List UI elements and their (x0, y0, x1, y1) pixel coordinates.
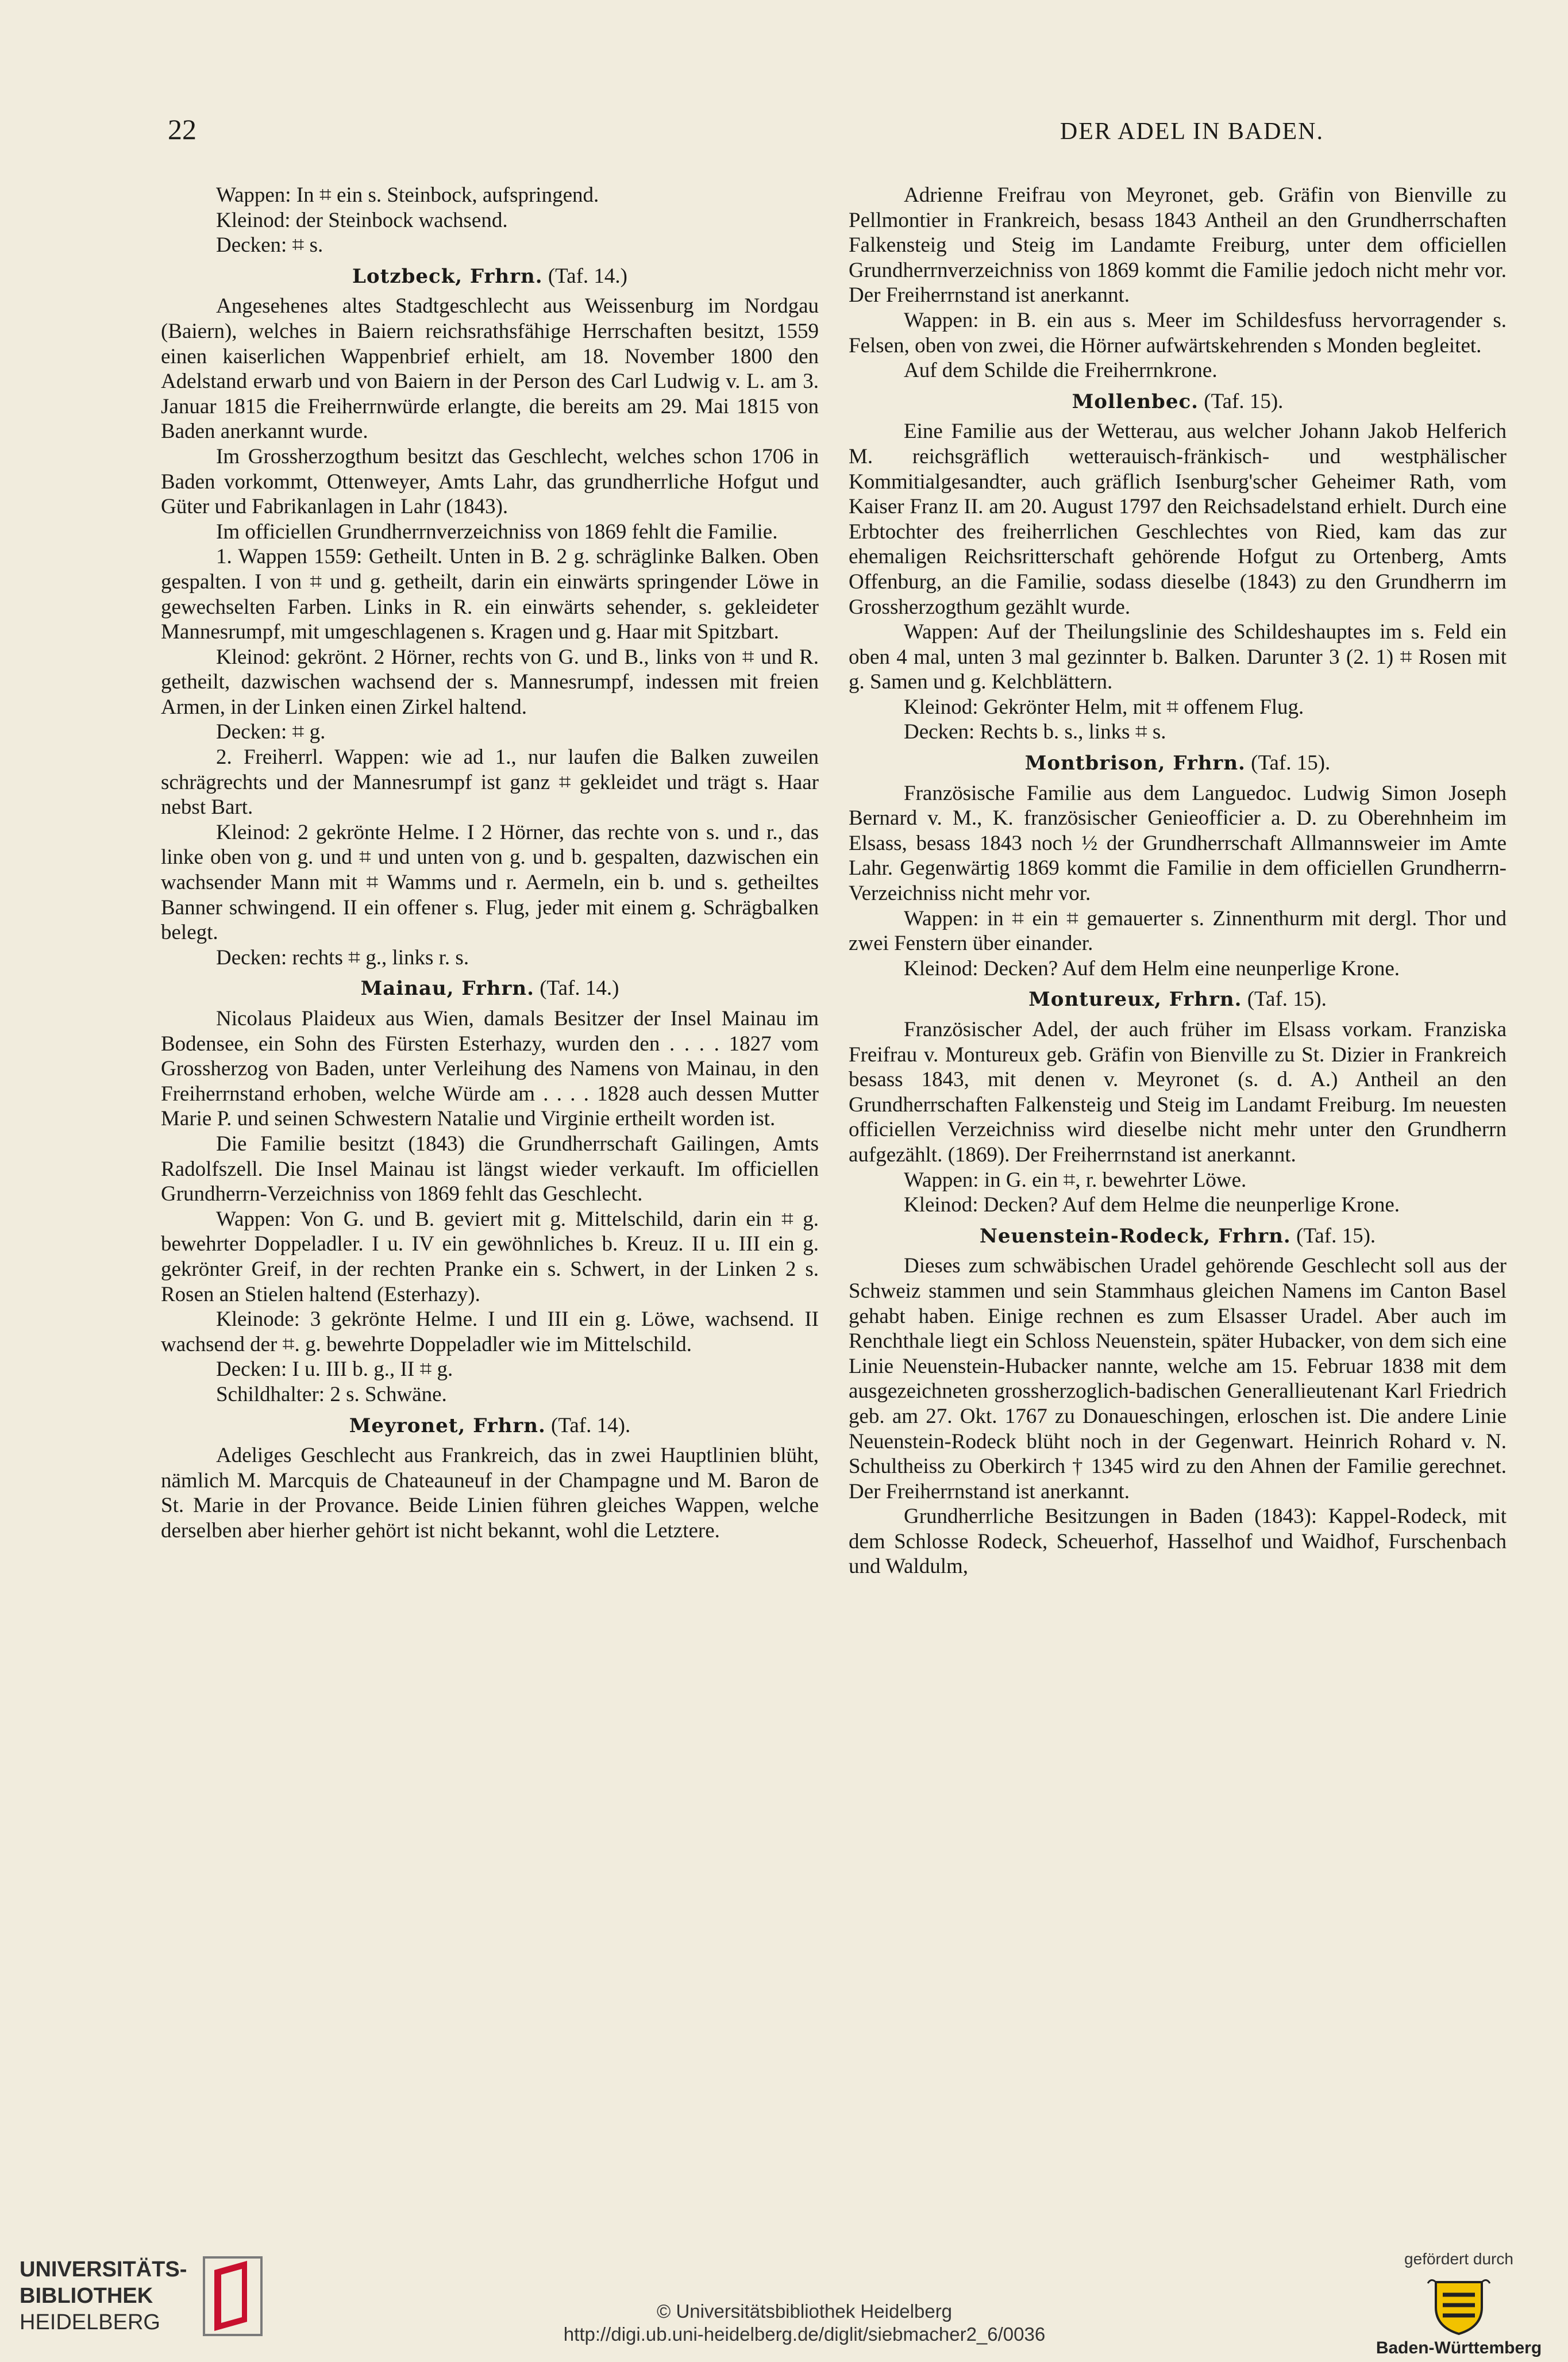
library-logo[interactable] (20, 2250, 341, 2342)
entry-heading-plate: (Taf. 15). (1251, 751, 1331, 775)
paragraph: Adeliges Geschlecht aus Frankreich, das in zwei Hauptlinien blüht, nämlich M. Marcquis de Chateauneuf in der Champagne und M. Baron de St. Marie in der Provance. Beide Linien führen gleiches Wappen, welche derselben aber hierher gehört ist nicht bekannt, wohl die Letztere. (161, 1444, 819, 1542)
paragraph: Decken: rechts ⌗ g., links r. s. (216, 945, 469, 970)
paragraph: Wappen: Von G. und B. geviert mit g. Mittelschild, darin ein ⌗ g. bewehrter Doppeladler. I u. IV ein gewöhnliches b. Kreuz. II u. III ein g. gekrönter Greif, in der rechten Pranke ein s. Schwert, in der Linken 2 s. Rosen an Stielen haltend (Esterhazy). (161, 1207, 819, 1306)
right-text-column (849, 183, 1507, 1579)
paragraph: Decken: ⌗ g. (216, 720, 326, 744)
footer-attribution (368, 2300, 1241, 2346)
entry-heading (161, 264, 819, 290)
sponsor-name: Baden-Württemberg (1376, 2338, 1542, 2357)
entry-heading-plate: (Taf. 14). (551, 1413, 631, 1437)
paragraph: Französische Familie aus dem Languedoc. Ludwig Simon Joseph Bernard v. M., K. französischer Genieofficier a. D. zu Oberehnheim im Elsass, besass 1843 noch ½ der Grundherrschaft Allmannsweier im Amte Lahr. Gegenwärtig 1869 kommt die Familie in dem officiellen Grundherrn-Verzeichniss nicht mehr vor. (849, 781, 1507, 906)
entry-heading-name: Mollenbec. (1072, 390, 1199, 413)
library-name (20, 2256, 187, 2336)
page-header (168, 113, 1369, 153)
paragraph: Eine Familie aus der Wetterau, aus welcher Johann Jakob Helferich M. reichsgräflich wetterauisch-fränkisch- und westphälischer Kommitialgesandter, auch gräflich Isenburg'scher Geheimer Rath, vom Kaiser Franz II. am 20. August 1797 den Reichsadelstand erhielt. Durch eine Erbtochter des freiherrlichen Geschlechtes von Ried, kam das zur ehemaligen Reichsritterschaft gehörende Hofgut zu Ortenberg, Amts Offenburg, an die Familie, sodass dieselbe (1843) zu den Grundherrn im Grossherzogthum gezählt wurde. (849, 420, 1507, 619)
paragraph: Wappen: in ⌗ ein ⌗ gemauerter s. Zinnenthurm mit dergl. Thor und zwei Fenstern über einander. (849, 906, 1507, 956)
paragraph: Kleinod: 2 gekrönte Helme. I 2 Hörner, das rechte von s. und r., das linke oben von g. und ⌗ und unten von g. und b. gespalten, dazwischen ein wachsender Mann mit ⌗ Wamms und r. Aermeln, ein b. und s. getheiltes Banner schwingend. II ein offener s. Flug, jeder mit einem g. Schrägbalken belegt. (161, 820, 819, 945)
paragraph: 2. Freiherrl. Wappen: wie ad 1., nur laufen die Balken zuweilen schrägrechts und der Mannesrumpf ist ganz ⌗ gekleidet und trägt s. Haar nebst Bart. (161, 745, 819, 820)
paragraph: Kleinod: gekrönt. 2 Hörner, rechts von G. und B., links von ⌗ und R. getheilt, dazwischen wachsend der s. Mannesrumpf, indessen mit freien Armen, in der Linken einen Zirkel haltend. (161, 645, 819, 719)
page-number: 22 (168, 113, 197, 145)
entry-heading-plate: (Taf. 15). (1296, 1224, 1376, 1248)
entry-heading (849, 751, 1507, 776)
paragraph: Dieses zum schwäbischen Uradel gehörende Geschlecht soll aus der Schweiz stammen und sein Stammhaus gleichen Namens im Canton Basel gehabt haben. Einige rechnen es zum Elsasser Uradel. Aber auch im Renchthale liegt ein Schloss Neuenstein, später Hubacker, von dem sich eine Linie Neuenstein-Hubacker nannte, welche am 15. Februar 1838 mit dem ausgezeichneten grossherzoglich-badischen Generallieutenant Karl Friedrich geb. am 27. Okt. 1767 zu Donaueschingen, erloschen ist. Die andere Linie Neuenstein-Rodeck blüht noch in der Gegenwart. Heinrich Rohard v. N. Schultheiss zu Oberkirch † 1345 wird zu den Ahnen der Familie gerechnet. Der Freiherrnstand ist anerkannt. (849, 1254, 1507, 1503)
paragraph: Kleinod: Gekrönter Helm, mit ⌗ offenem Flug. (904, 695, 1304, 719)
coat-of-arms-icon (1424, 2272, 1493, 2336)
library-name-line2: BIBLIOTHEK (20, 2284, 153, 2308)
paragraph: Wappen: Auf der Theilungslinie des Schildeshauptes im s. Feld ein oben 4 mal, unten 3 mal gezinnter b. Balken. Darunter 3 (2. 1) ⌗ Rosen mit g. Samen und g. Kelchblättern. (849, 620, 1507, 694)
paragraph: Wappen: in G. ein ⌗, r. bewehrter Löwe. (904, 1168, 1247, 1192)
left-text-column (161, 183, 819, 1543)
entry-heading-plate: (Taf. 14.) (540, 976, 619, 1001)
funded-by-label: gefördert durch (1404, 2250, 1513, 2268)
permalink-url[interactable]: http://digi.ub.uni-heidelberg.de/diglit/siebmacher2_6/0036 (563, 2323, 1046, 2345)
paragraph: Schildhalter: 2 s. Schwäne. (216, 1382, 447, 1406)
paragraph: Adrienne Freifrau von Meyronet, geb. Gräfin von Bienville zu Pellmontier in Frankreich, besass 1843 Antheil an den Grundherrschaften Falkensteig und Steig im Landamte Freiburg, unter dem officiellen Grundherrnverzeichniss von 1869 kommt die Familie jedoch nicht mehr vor. Der Freiherrnstand ist anerkannt. (849, 183, 1507, 307)
paragraph: Decken: ⌗ s. (216, 233, 323, 257)
entry-heading-plate: (Taf. 15). (1247, 987, 1327, 1011)
library-name-line1: UNIVERSITÄTS- (20, 2257, 187, 2282)
paragraph: Decken: I u. III b. g., II ⌗ g. (216, 1357, 453, 1382)
entry-heading-name: Montbrison, Frhrn. (1024, 752, 1246, 775)
paragraph: Angesehenes altes Stadtgeschlecht aus Weissenburg im Nordgau (Baiern), welches in Baiern reichsrathsfähige Herrschaften besitzt, 1559 einen kaiserlichen Wappenbrief erhielt, am 18. November 1800 den Adelstand erwarb und von Baiern in der Person des Carl Ludwig v. L. am 3. Januar 1815 die Freiherrnwürde erlangte, die bereits am 29. Mai 1815 von Baden anerkannt wurde. (161, 294, 819, 444)
entry-heading-name: Montureux, Frhrn. (1028, 988, 1242, 1011)
sponsor-block (1373, 2250, 1545, 2358)
paragraph: Kleinod: Decken? Auf dem Helme die neunperlige Krone. (904, 1193, 1400, 1217)
paragraph: Grundherrliche Besitzungen in Baden (1843): Kappel-Rodeck, mit dem Schlosse Rodeck, Scheuerhof, Hasselhof und Waidhof, Furschenbach und Waldulm, (849, 1505, 1507, 1579)
paragraph: Die Familie besitzt (1843) die Grundherrschaft Gailingen, Amts Radolfszell. Die Insel Mainau ist längst wieder verkauft. Im officiellen Grundherrn-Verzeichniss von 1869 fehlt das Geschlecht. (161, 1132, 819, 1206)
entry-heading-plate: (Taf. 14.) (548, 264, 627, 288)
paragraph: Wappen: in B. ein aus s. Meer im Schildesfuss hervorragender s. Felsen, oben von zwei, die Hörner aufwärtskehrenden s Monden begleitet. (849, 308, 1507, 357)
entry-heading (849, 1224, 1507, 1249)
running-title: DER ADEL IN BADEN. (1060, 118, 1324, 145)
paragraph: Kleinod: der Steinbock wachsend. (216, 208, 508, 232)
paragraph: Im officiellen Grundherrnverzeichniss von 1869 fehlt die Familie. (216, 520, 778, 544)
entry-heading-name: Meyronet, Frhrn. (349, 1414, 546, 1437)
entry-heading-name: Mainau, Frhrn. (360, 977, 534, 1001)
library-name-line3: HEIDELBERG (20, 2310, 160, 2334)
paragraph: 1. Wappen 1559: Getheilt. Unten in B. 2 g. schräglinke Balken. Oben gespalten. I von ⌗ und g. getheilt, darin ein einwärts springender Löwe in gewechselten Farben. Links in R. ein einwärts sehender, s. gekleideter Mannesrumpf, mit umgeschlagenen s. Kragen und g. Haar mit Spitzbart. (161, 545, 819, 644)
entry-heading (849, 987, 1507, 1013)
library-emblem-icon (198, 2253, 267, 2339)
entry-heading-name: Neuenstein-Rodeck, Frhrn. (979, 1224, 1291, 1248)
paragraph: Französischer Adel, der auch früher im Elsass vorkam. Franziska Freifrau v. Montureux geb. Gräfin von Bienville zu St. Dizier in Frankreich besass 1843, mit denen v. Meyronet (s. d. A.) Antheil an den Grundherrschaften Falkensteig und Steig im Landamt Freiburg. Im neuesten officiellen Verzeichniss wird dieselbe nicht mehr unter den Grundherrn aufgezählt. (1869). Der Freiherrnstand ist anerkannt. (849, 1018, 1507, 1167)
entry-heading (161, 976, 819, 1002)
paragraph: Nicolaus Plaideux aus Wien, damals Besitzer der Insel Mainau im Bodensee, ein Sohn des Fürsten Esterhazy, wurden den . . . . 1827 vom Grossherzog von Baden, unter Verleihung des Namens von Mainau, in den Freiherrnstand erhoben, welche Würde am . . . . 1828 auch dessen Mutter Marie P. und seinen Schwestern Natalie und Virginie ertheilt worden ist. (161, 1007, 819, 1131)
entry-heading-plate: (Taf. 15). (1204, 389, 1284, 413)
paragraph: Kleinod: Decken? Auf dem Helm eine neunperlige Krone. (904, 956, 1400, 980)
paragraph: Auf dem Schilde die Freiherrnkrone. (904, 359, 1218, 383)
paragraph: Kleinode: 3 gekrönte Helme. I und III ein g. Löwe, wachsend. II wachsend der ⌗. g. bewehrte Doppeladler wie im Mittelschild. (161, 1307, 819, 1356)
entry-heading-name: Lotzbeck, Frhrn. (352, 264, 543, 288)
entry-heading (161, 1413, 819, 1439)
entry-heading (849, 389, 1507, 415)
copyright-notice: © Universitätsbibliothek Heidelberg (656, 2301, 953, 2322)
paragraph: Decken: Rechts b. s., links ⌗ s. (904, 720, 1166, 744)
paragraph: Wappen: In ⌗ ein s. Steinbock, aufspringend. (216, 183, 599, 207)
paragraph: Im Grossherzogthum besitzt das Geschlecht, welches schon 1706 in Baden vorkommt, Ottenweyer, Amts Lahr, das grundherrliche Hofgut und Güter und Fabrikanlagen in Lahr (1843). (161, 444, 819, 519)
